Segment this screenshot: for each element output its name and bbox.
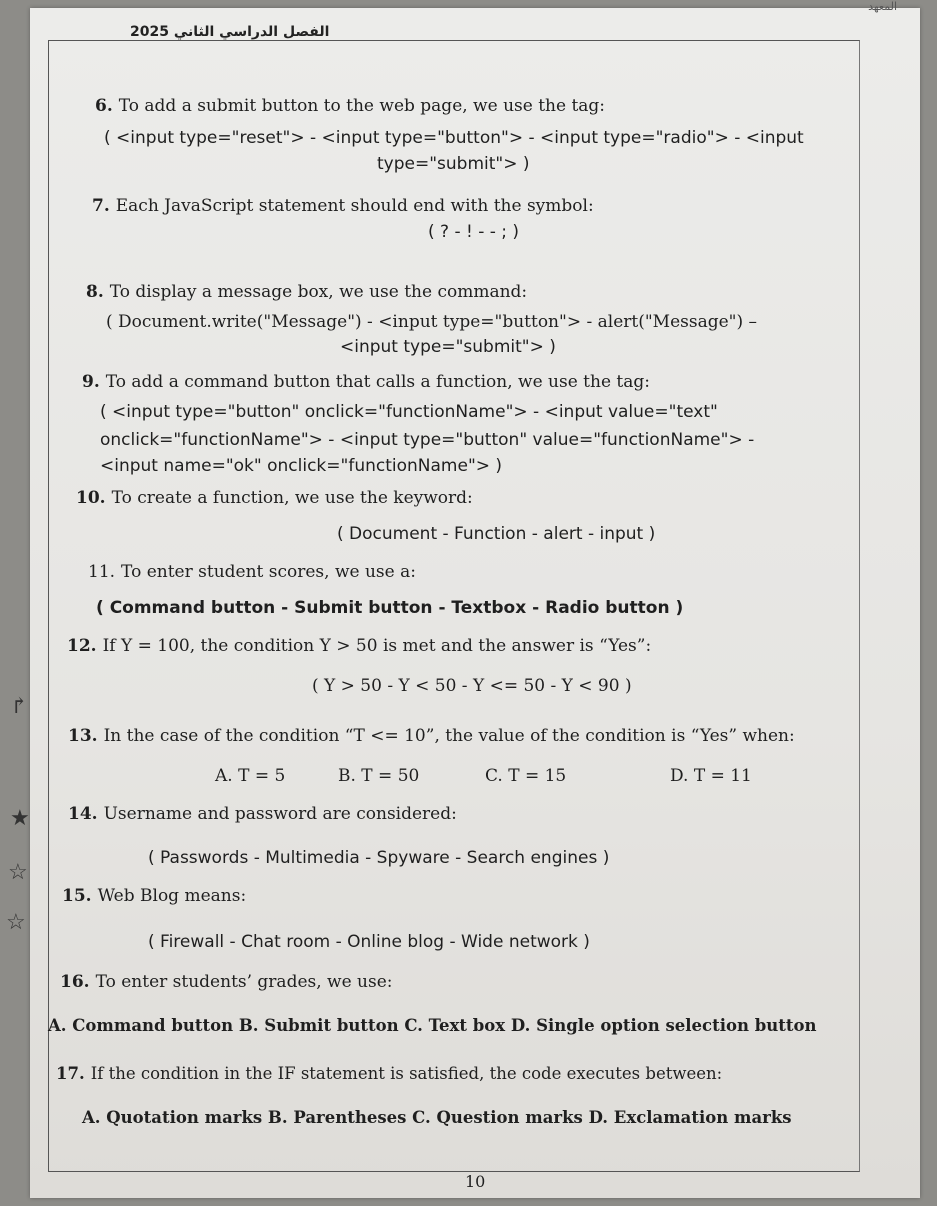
question-14-options: ( Passwords - Multimedia - Spyware - Search engines ) xyxy=(148,848,610,868)
question-11-options: ( Command button - Submit button - Textbox - Radio button ) xyxy=(96,598,684,618)
question-13-choice-d: D. T = 11 xyxy=(670,766,752,786)
question-12-options: ( Y > 50 - Y < 50 - Y <= 50 - Y < 90 ) xyxy=(312,676,632,696)
page-header: 2025 الفصل الدراسي الثاني xyxy=(130,24,330,40)
question-8: 8. To display a message box, we use the command: xyxy=(86,282,528,302)
question-12: 12. If Y = 100, the condition Y > 50 is met and the answer is “Yes”: xyxy=(67,636,652,656)
page-number: 10 xyxy=(465,1172,486,1191)
question-6-options-line2: type="submit"> ) xyxy=(377,154,530,174)
question-17: 17. If the condition in the IF statement is satisfied, the code executes between: xyxy=(56,1064,723,1083)
handwritten-star-mark: ☆ xyxy=(6,910,26,935)
question-16-options: A. Command button B. Submit button C. Text box D. Single option selection button xyxy=(48,1016,817,1035)
top-right-text: المعهد xyxy=(868,0,897,13)
question-9-options-line2: onclick="functionName"> - <input type="button" value="functionName"> - xyxy=(100,430,755,450)
question-9-options-line1: ( <input type="button" onclick="functionName"> - <input value="text" xyxy=(100,402,718,422)
question-13: 13. In the case of the condition “T <= 10”, the value of the condition is “Yes” when: xyxy=(68,726,795,746)
question-10: 10. To create a function, we use the keyword: xyxy=(76,488,473,508)
question-13-choice-a: A. T = 5 xyxy=(215,766,286,786)
handwritten-star-mark: ☆ xyxy=(8,860,28,885)
question-11: 11. To enter student scores, we use a: xyxy=(88,562,416,582)
handwritten-mark: ↱ xyxy=(10,694,29,719)
question-8-options-line1: ( Document.write("Message") - <input type="button"> - alert("Message") – xyxy=(106,312,758,332)
question-17-options: A. Quotation marks B. Parentheses C. Question marks D. Exclamation marks xyxy=(82,1108,792,1127)
question-9: 9. To add a command button that calls a function, we use the tag: xyxy=(82,372,650,392)
question-10-options: ( Document - Function - alert - input ) xyxy=(337,524,656,544)
question-6-options-line1: ( <input type="reset"> - <input type="button"> - <input type="radio"> - <input xyxy=(104,128,804,148)
question-13-choice-c: C. T = 15 xyxy=(485,766,567,786)
question-15: 15. Web Blog means: xyxy=(62,886,247,906)
question-16: 16. To enter students’ grades, we use: xyxy=(60,972,393,992)
question-14: 14. Username and password are considered: xyxy=(68,804,457,824)
question-15-options: ( Firewall - Chat room - Online blog - Wide network ) xyxy=(148,932,590,952)
question-8-options-line2: <input type="submit"> ) xyxy=(340,337,556,357)
question-13-choice-b: B. T = 50 xyxy=(338,766,420,786)
question-9-options-line3: <input name="ok" onclick="functionName"> ) xyxy=(100,456,503,476)
question-7-options: ( ? - ! - - ; ) xyxy=(428,222,520,242)
question-7: 7. Each JavaScript statement should end with the symbol: xyxy=(92,196,594,216)
question-6: 6. To add a submit button to the web page, we use the tag: xyxy=(95,96,606,116)
handwritten-star-mark: ★ xyxy=(10,806,30,831)
